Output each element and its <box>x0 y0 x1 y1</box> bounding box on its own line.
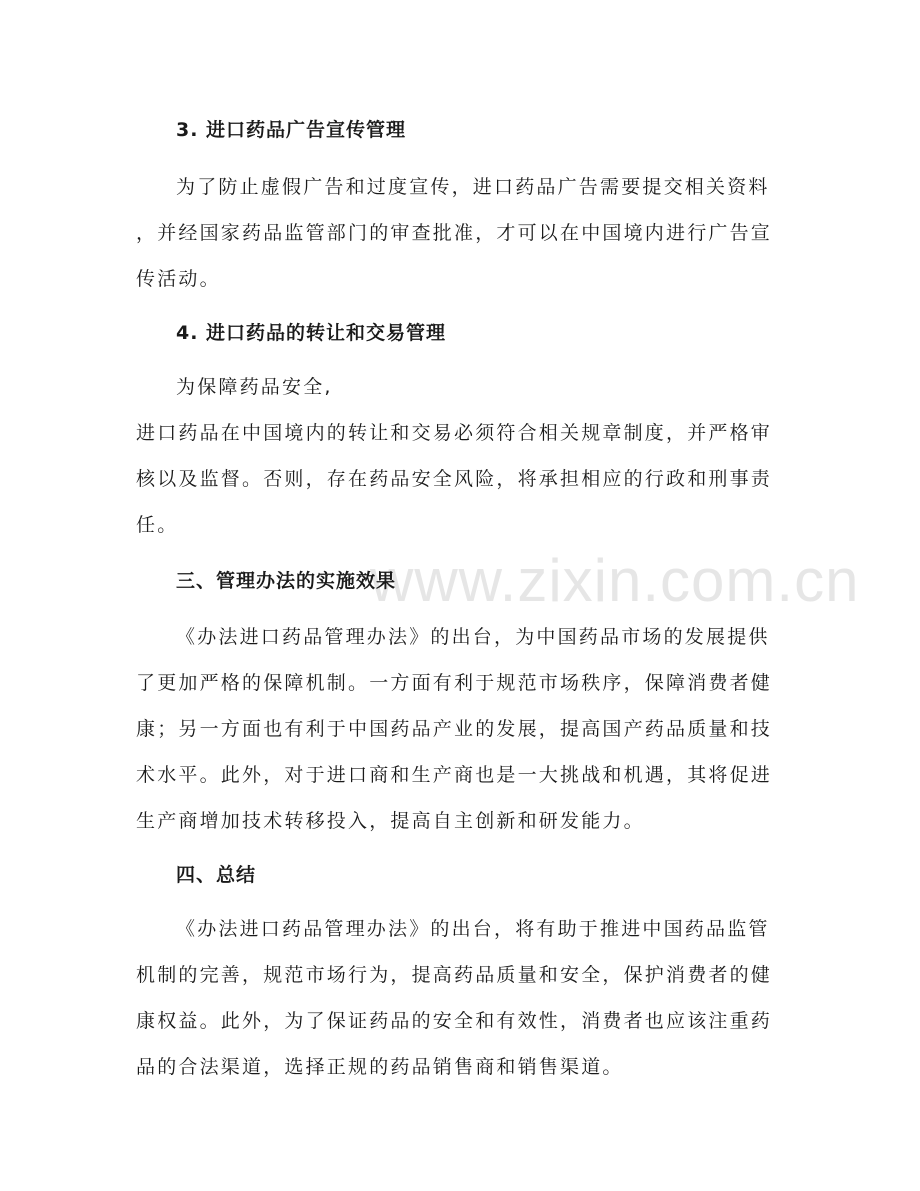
paragraph-line: 品的合法渠道，选择正规的药品销售商和销售渠道。 <box>136 1056 624 1078</box>
section-heading-four: 四、总结 <box>176 864 257 886</box>
paragraph-line: 术水平。此外，对于进口商和生产商也是一大挑战和机遇，其将促进 <box>136 764 773 786</box>
watermark: www.zixin.com.cn <box>370 547 860 614</box>
section-heading-4: 4. 进口药品的转让和交易管理 <box>176 322 447 344</box>
paragraph-line: 生产商增加技术转移投入，提高自主创新和研发能力。 <box>136 810 645 832</box>
paragraph-line: 《办法进口药品管理办法》的出台，将有助于推进中国药品监管 <box>176 918 770 940</box>
paragraph-line: 为保障药品安全, <box>176 376 333 398</box>
paragraph-line: 康权益。此外，为了保证药品的安全和有效性，消费者也应该注重药 <box>136 1010 773 1032</box>
paragraph-line: 了更加严格的保障机制。一方面有利于规范市场秩序，保障消费者健 <box>136 672 773 694</box>
paragraph-line: ，并经国家药品监管部门的审查批准，才可以在中国境内进行广告宣 <box>136 222 773 244</box>
paragraph-line: 康；另一方面也有利于中国药品产业的发展，提高国产药品质量和技 <box>136 718 773 740</box>
paragraph-line: 传活动。 <box>136 268 221 290</box>
paragraph-line: 核以及监督。否则，存在药品安全风险，将承担相应的行政和刑事责 <box>136 468 773 490</box>
paragraph-line: 《办法进口药品管理办法》的出台，为中国药品市场的发展提供 <box>176 626 770 648</box>
paragraph-line: 为了防止虚假广告和过度宣传，进口药品广告需要提交相关资料 <box>176 176 770 198</box>
paragraph-line: 进口药品在中国境内的转让和交易必须符合相关规章制度，并严格审 <box>136 422 773 444</box>
paragraph-line: 机制的完善，规范市场行为，提高药品质量和安全，保护消费者的健 <box>136 964 773 986</box>
section-heading-3: 3. 进口药品广告宣传管理 <box>176 119 407 141</box>
section-heading-three: 三、管理办法的实施效果 <box>176 570 397 592</box>
paragraph-line: 任。 <box>136 514 179 536</box>
